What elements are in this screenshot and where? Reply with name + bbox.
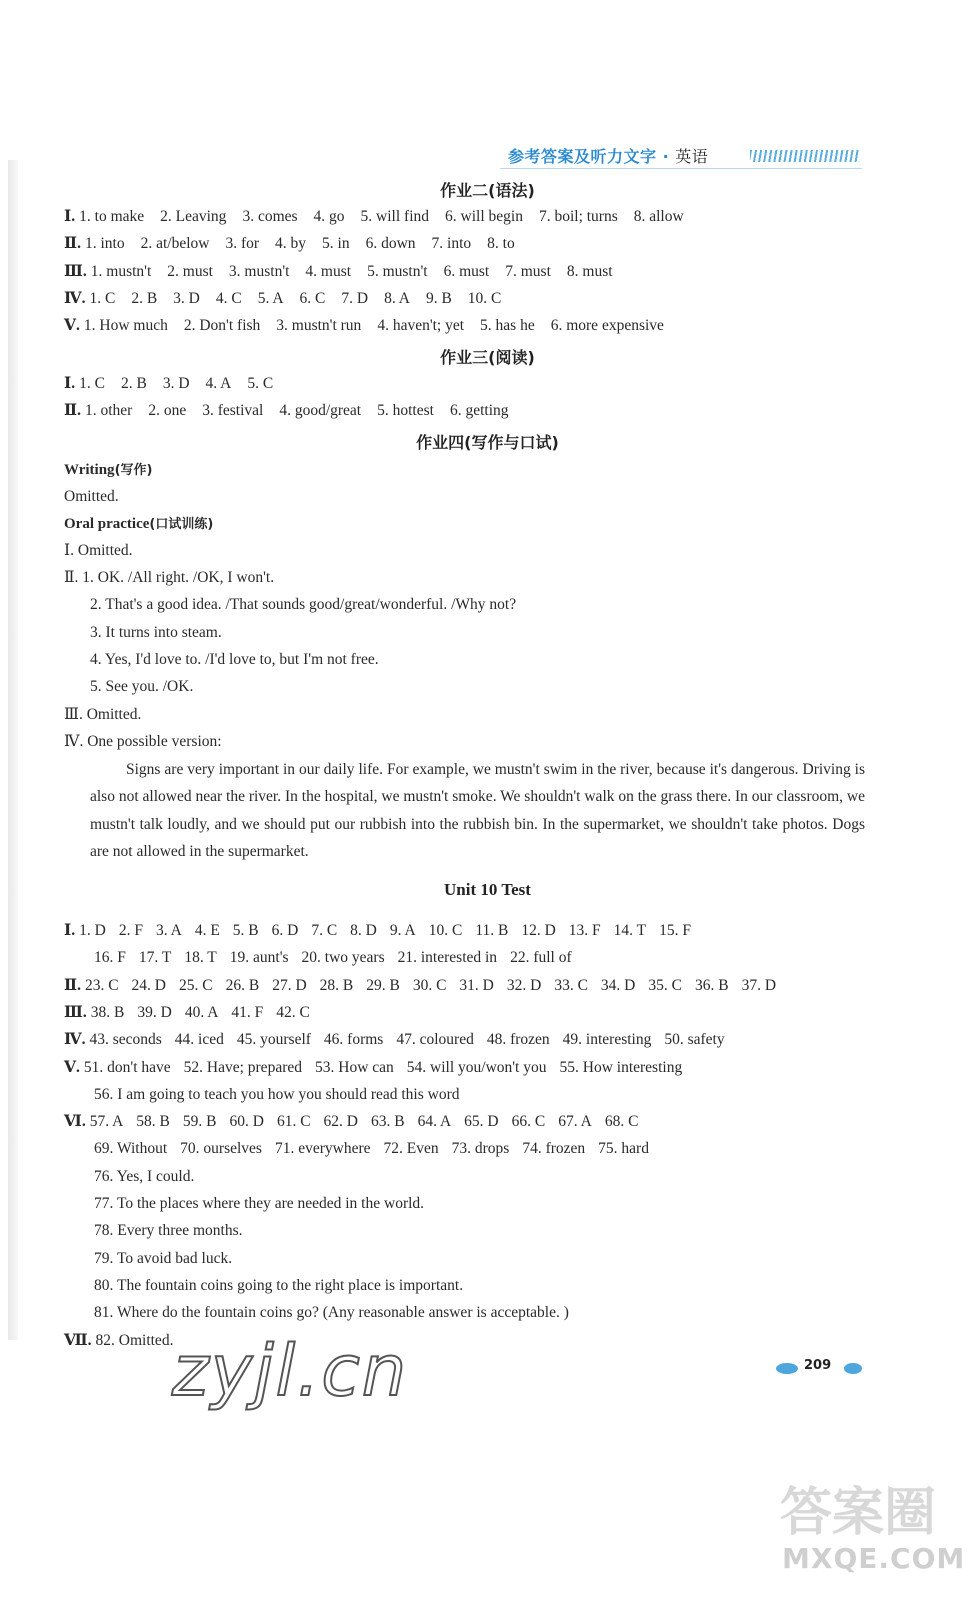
answer-row — [90, 1248, 875, 1270]
answer-item: 52. Have; prepared — [183, 1058, 302, 1076]
answer-item: 57. A — [89, 1113, 124, 1131]
answer-item: 5. A — [257, 289, 284, 307]
answer-item: 1. into — [84, 235, 125, 253]
answer-item: 5. in — [322, 235, 350, 253]
answer-item: 1. D — [79, 922, 106, 939]
answer-item: 34. D — [600, 976, 636, 994]
answer-item: 1. other — [84, 402, 133, 420]
header-title: 参考答案及听力文字 · 英语 — [508, 147, 709, 166]
part-numeral: Ⅱ. — [64, 402, 81, 420]
oral-heading: Oral practice(口试训练) — [64, 516, 214, 532]
answer-item: 33. C — [554, 976, 588, 994]
answer-item: 32. D — [506, 976, 542, 994]
answer-row — [64, 288, 875, 310]
answer-item: 4. E — [194, 922, 220, 939]
answer-item: 39. D — [137, 1003, 172, 1021]
answer-item: 10. C — [428, 922, 463, 939]
part-numeral: Ⅴ. — [64, 1058, 80, 1076]
answer-item: 6. must — [443, 262, 490, 280]
answer-item: 37. D — [741, 976, 777, 994]
answer-item: 3. mustn't — [228, 262, 290, 280]
answer-item: 5. will find — [360, 208, 430, 225]
answer-item: 35. C — [648, 976, 682, 994]
answer-item: 3. festival — [202, 402, 264, 420]
header-subject: 英语 — [675, 147, 709, 166]
answer-item: 6. C — [299, 289, 326, 307]
writing-heading: Writing(写作) — [64, 462, 153, 478]
answer-item: 59. B — [182, 1113, 217, 1131]
answer-item: 12. D — [521, 922, 556, 939]
answer-item: 72. Even — [383, 1140, 439, 1158]
part-numeral: Ⅰ. — [64, 208, 76, 225]
answer-item: 78. Every three months. — [94, 1222, 243, 1240]
answer-item: 5. mustn't — [367, 262, 428, 280]
section-title-grammar: 作业二(语法) — [440, 181, 535, 200]
answer-item: 22. full of — [510, 949, 572, 967]
answer-item: 5. C — [247, 375, 274, 392]
answer-item: 3. comes — [242, 208, 298, 225]
answer-item: 2. B — [120, 375, 147, 392]
answer-item: 4. go — [313, 208, 345, 225]
answer-item: 25. C — [179, 976, 213, 994]
answer-item: 43. seconds — [89, 1031, 162, 1049]
answer-item: 80. The fountain coins going to the right place is important. — [94, 1276, 464, 1294]
answer-item: 2. must — [167, 262, 213, 280]
part-numeral: Ⅳ. — [64, 1031, 86, 1049]
answer-item: 75. hard — [598, 1140, 649, 1158]
part-numeral: Ⅱ. — [64, 235, 81, 253]
answer-item: 3. A — [155, 922, 182, 939]
answer-item: 2. Don't fish — [183, 317, 261, 335]
answer-item: 14. T — [613, 922, 647, 939]
part-numeral: Ⅶ. — [64, 1331, 92, 1349]
answer-item: 1. to make — [79, 208, 145, 225]
answer-item: 8. to — [487, 235, 515, 253]
answer-item: 7. must — [505, 262, 551, 280]
answer-item: 47. coloured — [396, 1031, 474, 1049]
answer-item: 36. B — [694, 976, 729, 994]
answer-item: 62. D — [323, 1113, 358, 1131]
answer-item: 7. boil; turns — [538, 208, 618, 225]
answer-row — [64, 373, 875, 395]
answer-item: 66. C — [511, 1113, 546, 1131]
answer-row — [90, 1166, 875, 1188]
answer-item: 41. F — [231, 1003, 264, 1021]
answer-item: 1. C — [89, 289, 116, 307]
answer-item: 4. must — [305, 262, 352, 280]
answer-item: 13. F — [568, 922, 601, 939]
answer-item: 45. yourself — [236, 1031, 311, 1049]
answer-item: 76. Yes, I could. — [94, 1167, 195, 1185]
part-numeral: Ⅰ. — [64, 375, 76, 392]
answer-row — [64, 315, 875, 337]
oral-part-2-item: 3. It turns into steam. — [90, 624, 222, 641]
page-number-right-decoration — [844, 1363, 862, 1374]
oral-part-3: Ⅲ. Omitted. — [64, 706, 142, 723]
answer-item: 3. D — [162, 375, 190, 392]
answer-item: 17. T — [138, 949, 172, 967]
answer-item: 40. A — [184, 1003, 219, 1021]
header-hatch-decoration — [750, 150, 860, 162]
answer-item: 26. B — [225, 976, 260, 994]
answer-item: 10. C — [467, 289, 502, 307]
answer-item: 51. don't have — [83, 1058, 171, 1076]
answer-item: 24. D — [131, 976, 166, 994]
page-number-left-decoration — [776, 1363, 798, 1374]
answer-item: 23. C — [84, 976, 119, 994]
answer-item: 77. To the places where they are needed in the world. — [94, 1195, 425, 1212]
part-numeral: Ⅳ. — [64, 289, 86, 307]
answer-item: 38. B — [90, 1003, 125, 1021]
part-numeral: Ⅲ. — [64, 1003, 87, 1021]
answer-row — [64, 920, 875, 942]
answer-row — [64, 1111, 875, 1133]
answer-item: 2. one — [148, 402, 187, 420]
answer-row — [64, 233, 875, 255]
answer-item: 1. How much — [83, 317, 168, 335]
answer-item: 6. D — [271, 922, 299, 939]
answer-item: 54. will you/won't you — [406, 1058, 547, 1076]
answer-item: 16. F — [94, 949, 126, 967]
answer-row — [90, 1084, 875, 1106]
answer-item: 65. D — [464, 1113, 499, 1131]
answer-item: 29. B — [366, 976, 400, 994]
answer-item: 2. Leaving — [160, 208, 227, 225]
watermark-logo: 答案圈 MXQE.COM — [780, 1483, 966, 1575]
answer-row — [90, 1138, 875, 1160]
answer-item: 8. must — [566, 262, 613, 280]
answer-row — [64, 1057, 875, 1079]
answer-item: 21. interested in — [397, 949, 498, 967]
answer-item: 6. getting — [449, 402, 509, 420]
answer-item: 8. D — [350, 922, 377, 939]
answer-item: 7. C — [311, 922, 338, 939]
answer-item: 60. D — [229, 1113, 264, 1131]
answer-item: 3. for — [225, 235, 260, 253]
unit-test-title: Unit 10 Test — [444, 880, 531, 899]
answer-item: 42. C — [276, 1003, 310, 1021]
watermark-zyjl: zyjl.cn — [172, 1330, 409, 1412]
answer-item: 2. F — [118, 922, 143, 939]
oral-part-2-item: 4. Yes, I'd love to. /I'd love to, but I'm not free. — [90, 651, 379, 668]
oral-part-1: Ⅰ. Omitted. — [64, 542, 133, 559]
answer-item: 4. by — [275, 235, 307, 253]
answer-item: 30. C — [412, 976, 447, 994]
answer-row — [90, 1302, 875, 1324]
answer-item: 69. Without — [94, 1140, 168, 1158]
answer-item: 6. down — [365, 235, 416, 253]
answer-item: 64. A — [417, 1113, 452, 1131]
answer-item: 67. A — [558, 1113, 592, 1131]
oral-part-2-item: 5. See you. /OK. — [90, 678, 194, 695]
oral-part-2-item: 2. That's a good idea. /That sounds good/great/wonderful. /Why not? — [90, 596, 517, 613]
answer-item: 68. C — [604, 1113, 639, 1131]
answer-row — [90, 947, 875, 969]
answer-item: 15. F — [659, 922, 691, 939]
answer-item: 20. two years — [301, 949, 385, 967]
answer-item: 71. everywhere — [274, 1140, 371, 1158]
writing-answer: Omitted. — [64, 488, 119, 505]
answer-row — [90, 1275, 875, 1297]
binding-shadow — [8, 160, 18, 1340]
answer-item: 1. mustn't — [90, 262, 152, 280]
answer-item: 2. at/below — [140, 235, 210, 253]
answer-item: 4. good/great — [279, 402, 362, 420]
answer-item: 81. Where do the fountain coins go? (Any reasonable answer is acceptable. ) — [94, 1304, 569, 1322]
answer-row — [90, 1193, 875, 1215]
answer-item: 1. C — [79, 375, 105, 392]
answer-item: 18. T — [184, 949, 217, 967]
part-numeral: Ⅰ. — [64, 922, 76, 939]
answer-item: 3. D — [173, 289, 200, 307]
answer-item: 8. allow — [633, 208, 684, 225]
answer-item: 46. forms — [323, 1031, 384, 1049]
answer-item: 2. B — [131, 289, 158, 307]
part-numeral: Ⅴ. — [64, 317, 80, 335]
answer-item: 50. safety — [664, 1031, 725, 1049]
answer-item: 56. I am going to teach you how you should read this word — [94, 1085, 460, 1103]
answer-row — [64, 1029, 875, 1051]
answer-item: 3. mustn't run — [276, 317, 362, 335]
page-number: 209 — [776, 1358, 866, 1378]
answer-item: 28. B — [319, 976, 354, 994]
answer-item: 5. B — [232, 922, 259, 939]
answer-row — [64, 261, 875, 283]
oral-part-2-head: Ⅱ. 1. OK. /All right. /OK, I won't. — [64, 569, 275, 586]
answer-item: 48. frozen — [486, 1031, 550, 1049]
answer-item: 61. C — [276, 1113, 311, 1131]
part-numeral: Ⅵ. — [64, 1113, 86, 1131]
header-rule — [500, 168, 862, 169]
answer-row — [64, 1002, 875, 1024]
answer-item: 11. B — [475, 922, 509, 939]
answer-item: 79. To avoid bad luck. — [94, 1249, 233, 1267]
section-title-writing-oral: 作业四(写作与口试) — [416, 433, 559, 452]
sample-essay: Signs are very important in our daily life. For example, we mustn't swim in the river, because it's dangerous. Driving is also not allowed near the river. In the hospital, we mustn't smoke. We shouldn't walk on the grass there. In our classroom, we mustn't talk loudly, and we should put our rubbish into the rubbish bin. In the supermarket, we shouldn't take photos. Dogs are not allowed in the supermarket. — [90, 761, 866, 861]
answer-row — [64, 975, 875, 997]
answer-item: 9. A — [389, 922, 416, 939]
answer-item: 82. Omitted. — [95, 1331, 174, 1349]
oral-part-4: Ⅳ. One possible version: — [64, 733, 222, 750]
answer-item: 4. C — [215, 289, 242, 307]
answer-item: 4. A — [205, 375, 232, 392]
answer-item: 5. has he — [480, 317, 535, 335]
part-numeral: Ⅱ. — [64, 976, 81, 994]
answer-item: 5. hottest — [377, 402, 434, 420]
answer-item: 58. B — [136, 1113, 170, 1131]
answer-item: 7. D — [341, 289, 369, 307]
answer-item: 4. haven't; yet — [377, 317, 465, 335]
answer-row — [64, 206, 875, 228]
answer-item: 6. will begin — [445, 208, 523, 225]
answer-row — [64, 400, 875, 422]
answer-item: 73. drops — [451, 1140, 510, 1158]
answer-item: 27. D — [272, 976, 307, 994]
answer-item: 70. ourselves — [180, 1140, 262, 1158]
answer-item: 7. into — [431, 235, 472, 253]
answer-item: 44. iced — [174, 1031, 224, 1049]
answer-item: 6. more expensive — [550, 317, 664, 335]
answer-item: 55. How interesting — [559, 1058, 683, 1076]
running-header — [500, 144, 870, 168]
answer-item: 74. frozen — [522, 1140, 586, 1158]
answer-item: 53. How can — [315, 1058, 394, 1076]
answer-item: 63. B — [370, 1113, 405, 1131]
answer-item: 9. B — [425, 289, 452, 307]
answer-item: 31. D — [459, 976, 494, 994]
answer-row — [90, 1220, 875, 1242]
answer-item: 8. A — [384, 289, 410, 307]
part-numeral: Ⅲ. — [64, 262, 87, 280]
answer-item: 49. interesting — [562, 1031, 652, 1049]
answer-item: 19. aunt's — [229, 949, 289, 967]
section-title-reading: 作业三(阅读) — [440, 348, 535, 367]
